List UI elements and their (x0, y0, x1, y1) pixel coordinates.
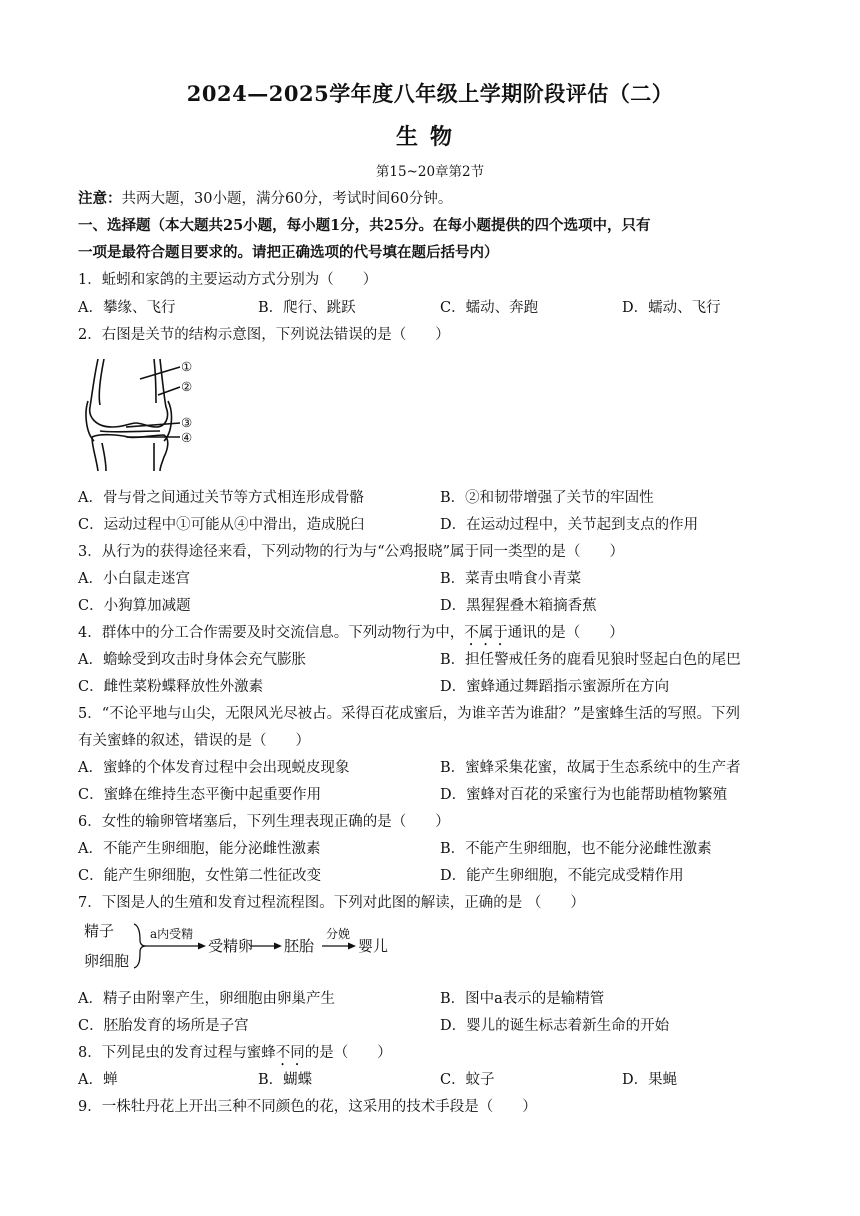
q4-option-d: D．蜜蜂通过舞蹈指示蜜源所在方向 (440, 679, 670, 695)
q4-stem-pre: 4．群体中的分工合作需要及时交流信息。下列动物行为中， (78, 625, 465, 641)
q6-option-a: A．不能产生卵细胞，能分泌雌性激素 (78, 841, 321, 857)
q6-option-d: D．能产生卵细胞，不能完成受精作用 (440, 868, 684, 884)
q9-stem: 9．一株牡丹花上开出三种不同颜色的花，这采用的技术手段是（ ） (78, 1099, 537, 1115)
notice-text: 共两大题，30小题，满分60分，考试时间60分钟。 (121, 191, 453, 207)
reproduction-flowchart (82, 918, 412, 976)
joint-label-1: ① (181, 359, 193, 374)
subject-title: 生物 (395, 124, 464, 150)
joint-label-3: ③ (181, 415, 193, 430)
q4-stem-post: 通讯的是（ ） (507, 625, 624, 641)
q8-option-b: B．蝴蝶 (258, 1072, 313, 1088)
section-1-heading-line-1: 一、选择题（本大题共25小题，每小题1分，共25分。在每小题提供的四个选项中，只有 (78, 217, 651, 234)
joint-label-2: ② (181, 379, 193, 394)
q4-stem-emphasis: 不属于 (464, 625, 508, 641)
q7-option-d: D．婴儿的诞生标志着新生命的开始 (440, 1018, 670, 1034)
q2-option-c: C．运动过程中①可能从④中滑出，造成脱臼 (78, 517, 365, 533)
q8-stem-emphasis: 不同 (275, 1045, 305, 1061)
q2-stem: 2．右图是关节的结构示意图，下列说法错误的是（ ） (78, 327, 450, 343)
exam-scope: 第15~20章第2节 (375, 164, 485, 180)
q3-option-b: B．菜青虫啃食小青菜 (440, 571, 582, 587)
q2-option-a: A．骨与骨之间通过关节等方式相连形成骨骼 (78, 490, 364, 506)
q8-stem (78, 1041, 392, 1069)
q3-option-a: A．小白鼠走迷宫 (78, 571, 190, 587)
flow-arrow-3-label: 分娩 (326, 927, 351, 941)
q7-stem: 7．下图是人的生殖和发育过程流程图。下列对此图的解读，正确的是 （ ） (78, 895, 585, 911)
q8-stem-pre: 8．下列昆虫的发育过程与蜜蜂 (78, 1045, 276, 1061)
flow-zygote: 受精卵 (208, 937, 254, 955)
q8-option-c: C．蚊子 (440, 1072, 495, 1088)
section-1-heading-line-2: 一项是最符合题目要求的。请把正确选项的代号填在题后括号内） (78, 244, 499, 261)
joint-diagram (80, 357, 200, 472)
q1-option-d: D．蠕动、飞行 (622, 300, 721, 316)
exam-title: 2024—2025学年度八年级上学期阶段评估（二） (186, 81, 674, 106)
q5-stem-line-1: 5．“不论平地与山尖，无限风光尽被占。采得百花成蜜后，为谁辛苦为谁甜？”是蜜蜂生活的写照。下列 (78, 706, 741, 722)
q7-option-b: B．图中a表示的是输精管 (440, 991, 605, 1007)
flow-egg: 卵细胞 (84, 952, 130, 970)
q7-option-c: C．胚胎发育的场所是子宫 (78, 1018, 249, 1034)
q8-option-d: D．果蝇 (622, 1072, 678, 1088)
q2-option-d: D．在运动过程中，关节起到支点的作用 (440, 517, 699, 533)
q8-stem-post: 的是（ ） (304, 1045, 392, 1061)
q5-option-b: B．蜜蜂采集花蜜，故属于生态系统中的生产者 (440, 760, 741, 776)
flow-arrow-1-label: a内受精 (150, 927, 194, 941)
q1-option-c: C．蠕动、奔跑 (440, 300, 539, 316)
q4-option-a: A．蟾蜍受到攻击时身体会充气膨胀 (78, 652, 306, 668)
q3-option-d: D．黑猩猩叠木箱摘香蕉 (440, 598, 597, 614)
q2-option-b: B．②和韧带增强了关节的牢固性 (440, 490, 654, 506)
flow-embryo: 胚胎 (284, 937, 315, 955)
q5-option-d: D．蜜蜂对百花的采蜜行为也能帮助植物繁殖 (440, 787, 728, 803)
q1-stem: 1．蚯蚓和家鸽的主要运动方式分别为（ ） (78, 272, 378, 288)
q3-stem: 3．从行为的获得途径来看，下列动物的行为与“公鸡报晓”属于同一类型的是（ ） (78, 544, 625, 560)
notice-label: 注意： (78, 190, 122, 207)
flow-sperm: 精子 (84, 922, 115, 940)
q1-option-a: A．攀缘、飞行 (78, 300, 176, 316)
notice (78, 187, 452, 208)
q4-stem (78, 621, 624, 649)
q6-stem: 6．女性的输卵管堵塞后，下列生理表现正确的是（ ） (78, 814, 450, 830)
q5-stem-line-2: 有关蜜蜂的叙述，错误的是（ ） (78, 733, 310, 749)
q5-option-a: A．蜜蜂的个体发育过程中会出现蜕皮现象 (78, 760, 350, 776)
joint-label-4: ④ (181, 430, 193, 445)
q8-option-a: A．蝉 (78, 1072, 118, 1088)
q3-option-c: C．小狗算加减题 (78, 598, 191, 614)
flow-baby: 婴儿 (358, 937, 389, 955)
q7-option-a: A．精子由附睾产生，卵细胞由卵巢产生 (78, 991, 335, 1007)
q1-option-b: B．爬行、跳跃 (258, 300, 356, 316)
q4-option-b: B．担任警戒任务的鹿看见狼时竖起白色的尾巴 (440, 652, 741, 668)
q6-option-c: C．能产生卵细胞，女性第二性征改变 (78, 868, 322, 884)
q6-option-b: B．不能产生卵细胞，也不能分泌雌性激素 (440, 841, 712, 857)
q5-option-c: C．蜜蜂在维持生态平衡中起重要作用 (78, 787, 322, 803)
q4-option-c: C．雌性菜粉蝶释放性外激素 (78, 679, 264, 695)
